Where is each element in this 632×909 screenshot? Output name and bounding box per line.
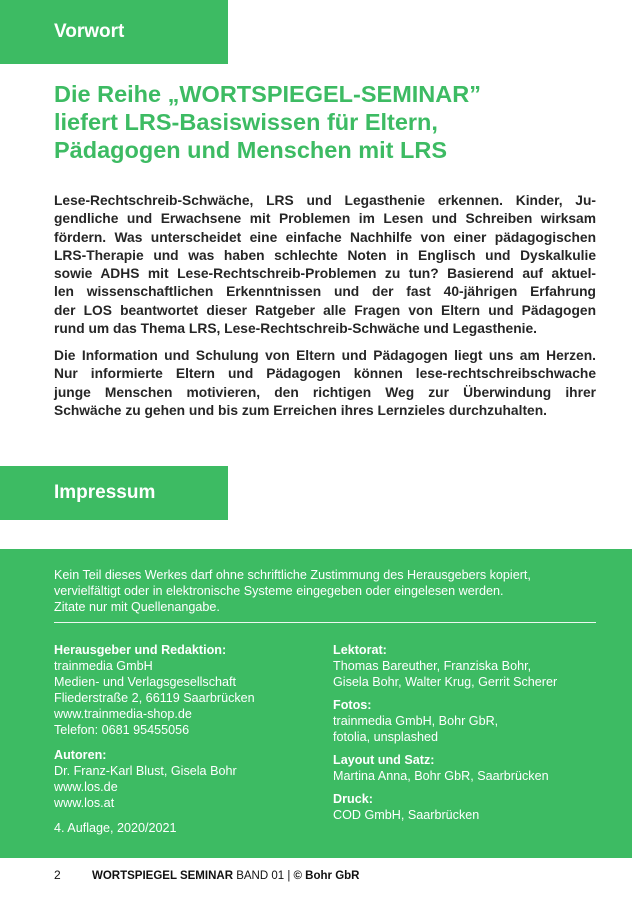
headline-line: liefert LRS-Basiswissen für Eltern,	[54, 109, 438, 135]
paragraph-line: Nur informierte Eltern und Pädagogen können lese-rechtschreibschwache	[54, 366, 596, 382]
notice-line: vervielfältigt oder in elektronische Systeme eingegeben oder eingelesen werden.	[54, 584, 504, 598]
notice-line: Zitate nur mit Quellenangabe.	[54, 600, 220, 614]
series-title: WORTSPIEGEL SEMINAR	[92, 870, 233, 882]
paragraph-line: der LOS beantwortet dieser Ratgeber alle Fragen von Eltern und Pädagogen	[54, 302, 596, 318]
impressum-left-column	[54, 642, 314, 836]
paragraph-line: Schwäche zu gehen und bis zum Erreichen ihres Lernzieles durchzuhalten.	[54, 402, 547, 418]
intro-paragraph-1	[54, 192, 596, 338]
paragraph-line: rund um das Thema LRS, Lese-Rechtschreib-Schwäche und Legasthenie.	[54, 321, 537, 337]
vorwort-tab-label: Vorwort	[54, 21, 125, 42]
lektorat-heading: Lektorat:	[333, 643, 387, 657]
layout-heading: Layout und Satz:	[333, 753, 435, 767]
divider	[54, 622, 596, 623]
page-headline	[54, 80, 614, 164]
copyright-notice	[54, 567, 599, 615]
impressum-tab-label: Impressum	[54, 482, 156, 503]
impressum-panel	[0, 549, 632, 858]
layout-line: Martina Anna, Bohr GbR, Saarbrücken	[333, 769, 549, 783]
paragraph-line: Die Information und Schulung von Eltern und Pädagogen liegt uns am Herzen.	[54, 348, 596, 363]
paragraph-line: Lese-Rechtschreib-Schwäche, LRS und Legasthenie erkennen. Kinder, Ju-	[54, 193, 596, 208]
impressum-right-column	[333, 642, 603, 823]
publisher-name: trainmedia GmbH	[54, 659, 153, 673]
intro-paragraph-2	[54, 347, 596, 420]
copyright-holder: © Bohr GbR	[293, 870, 360, 882]
publisher-phone: Telefon: 0681 95455056	[54, 723, 190, 737]
headline-line: Die Reihe „WORTSPIEGEL-SEMINAR”	[54, 81, 481, 107]
druck-heading: Druck:	[333, 792, 373, 806]
page-number: 2	[54, 868, 61, 882]
druck-line: COD GmbH, Saarbrücken	[333, 808, 480, 822]
page-footer	[54, 868, 359, 882]
author-website-de: www.los.de	[54, 780, 118, 794]
lektorat-line: Thomas Bareuther, Franziska Bohr,	[333, 659, 532, 673]
vorwort-tab	[0, 0, 228, 64]
fotos-heading: Fotos:	[333, 698, 372, 712]
author-website-at: www.los.at	[54, 796, 115, 810]
paragraph-line: gendliche und Erwachsene mit Problemen im Lesen und Schreiben wirksam	[54, 211, 596, 227]
paragraph-line: len wissenschaftlichen Erkenntnissen und der fast 40-jährigen Erfahrung	[54, 284, 596, 300]
fotos-line: fotolia, unsplashed	[333, 730, 439, 744]
paragraph-line: junge Menschen motivieren, den richtigen Weg zur Überwindung ihrer	[54, 384, 596, 400]
lektorat-line: Gisela Bohr, Walter Krug, Gerrit Scherer	[333, 675, 558, 689]
herausgeber-heading: Herausgeber und Redaktion:	[54, 643, 227, 657]
paragraph-line: LRS-Therapie und was haben schlechte Noten in Englisch und Dyskalkulie	[54, 247, 596, 263]
notice-line: Kein Teil dieses Werkes darf ohne schriftliche Zustimmung des Herausgebers kopiert,	[54, 568, 531, 582]
author-names: Dr. Franz-Karl Blust, Gisela Bohr	[54, 764, 237, 778]
band-label: BAND 01 |	[233, 870, 294, 882]
paragraph-line: sowie ADHS mit Lese-Rechtschreib-Problemen zu tun? Basierend auf aktuel-	[54, 266, 596, 282]
publisher-address: Fliederstraße 2, 66119 Saarbrücken	[54, 691, 255, 705]
publisher-subtitle: Medien- und Verlagsgesellschaft	[54, 675, 237, 689]
paragraph-line: fördern. Was unterscheidet eine einfache Nachhilfe von einer pädagogischen	[54, 229, 596, 245]
publisher-website: www.trainmedia-shop.de	[54, 707, 192, 721]
autoren-heading: Autoren:	[54, 748, 107, 762]
impressum-tab	[0, 466, 228, 520]
fotos-line: trainmedia GmbH, Bohr GbR,	[333, 714, 499, 728]
edition-info: 4. Auflage, 2020/2021	[54, 821, 177, 835]
headline-line: Pädagogen und Menschen mit LRS	[54, 137, 448, 163]
